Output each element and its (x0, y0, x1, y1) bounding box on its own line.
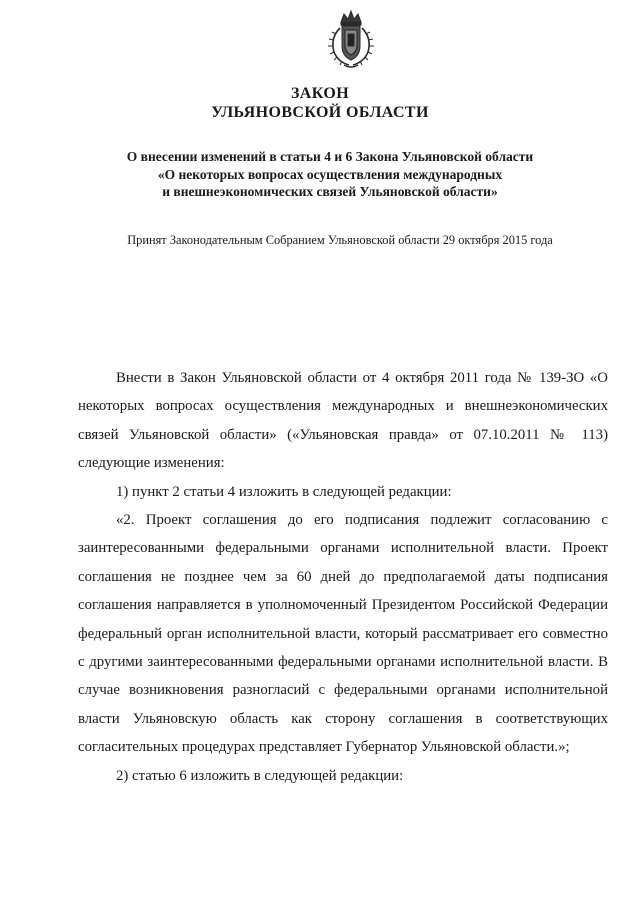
amendment-item-2: 2) статью 6 изложить в следующей редакции: (116, 767, 404, 784)
law-body (78, 364, 608, 790)
region-name: УЛЬЯНОВСКОЙ ОБЛАСТИ (211, 104, 429, 121)
quoted-amendment-text: «2. Проект соглашения до его подписания подлежит согласованию с заинтересованными федеральными органами исполнительной власти. Проект соглашения не позднее чем за 60 дней до предполагаемой даты подписания соглашения направляется в уполномоченный Президентом Российской Федерации федеральный орган исполнительной власти, который рассматривает его совместно с другими заинтересованными федеральными органами исполнительной власти. В случае возникновения разногласий с федеральными органами исполнительной власти Ульяновскую область как сторону соглашения в соответствующих согласительных процедурах представляет Губернатор Ульяновской области.»; (78, 512, 608, 756)
coat-of-arms-emblem (322, 8, 380, 70)
subject-line-3: и внешнеэкономических связей Ульяновской области» (162, 184, 498, 199)
law-title (0, 84, 640, 122)
subject-line-2: «О некоторых вопросах осуществления международных (157, 166, 503, 182)
law-word: ЗАКОН (290, 85, 350, 102)
adoption-note: Принят Законодательным Собранием Ульяновской области 29 октября 2015 года (127, 233, 553, 247)
amendment-item-1: 1) пункт 2 статьи 4 изложить в следующей редакции: (116, 483, 452, 500)
subject-line-1: О внесении изменений в статьи 4 и 6 Закона Ульяновской области (126, 149, 534, 164)
law-subject (80, 148, 580, 201)
intro-paragraph: Внести в Закон Ульяновской области от 4 октября 2011 года № 139-ЗО «О некоторых вопросах осуществления международных и внешнеэкономических связей Ульяновской области» («Ульяновская правда» от 07.10.2011 № 113) следующие изменения: (78, 370, 608, 472)
